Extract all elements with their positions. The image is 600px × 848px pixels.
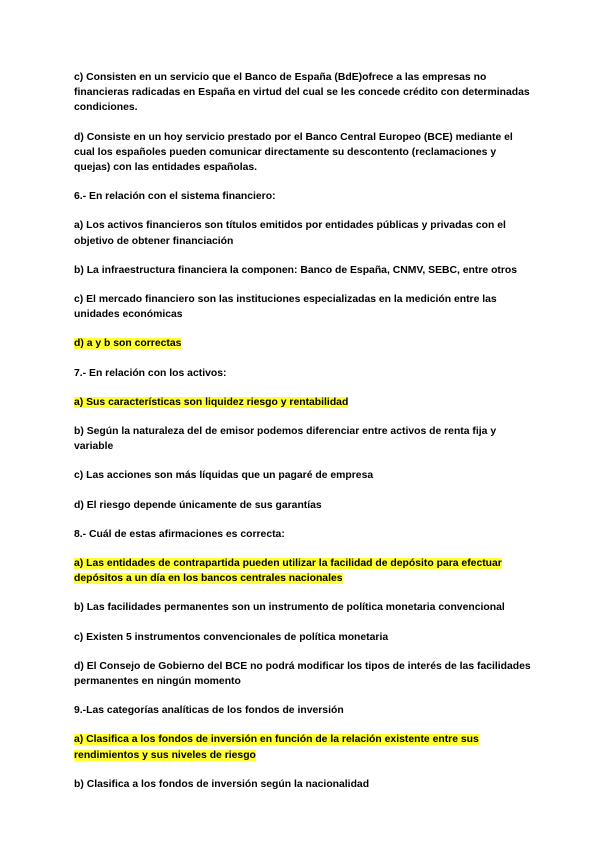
option-8d: d) El Consejo de Gobierno del BCE no podrá modificar los tipos de interés de las facilidades permanentes en ningún momento (74, 660, 531, 688)
option-8a-correct (74, 556, 534, 586)
answer-highlight: a) Sus características son liquidez riesgo y rentabilidad (74, 396, 349, 408)
option-7b: b) Según la naturaleza del de emisor podemos diferenciar entre activos de renta fija y variable (74, 426, 497, 453)
answer-highlight: a) Clasifica a los fondos de inversión en función de la relación existente entre sus rendimientos y sus niveles de riesgo (74, 734, 479, 761)
option-6d-correct (74, 336, 534, 351)
option-9a-correct (74, 732, 534, 762)
option-7a-correct (74, 395, 534, 410)
option-5c: c) Consisten en un servicio que el Banco de España (BdE)ofrece a las empresas no financieras radicadas en España en virtud del cual se les concede crédito con determinadas condiciones. (74, 72, 530, 114)
question-8-heading: 8.- Cuál de estas afirmaciones es correcta: (74, 528, 285, 540)
option-6a: a) Los activos financieros son títulos emitidos por entidades públicas y privadas con el objetivo de obtener financiación (74, 220, 506, 247)
option-6c: c) El mercado financiero son las instituciones especializadas en la medición entre las unidades económicas (74, 294, 497, 321)
option-7c: c) Las acciones son más líquidas que un pagaré de empresa (74, 470, 374, 482)
option-8b: b) Las facilidades permanentes son un instrumento de política monetaria convencional (74, 602, 505, 614)
question-7-heading: 7.- En relación con los activos: (74, 367, 227, 379)
question-6-heading: 6.- En relación con el sistema financiero: (74, 191, 276, 203)
option-6b: b) La infraestructura financiera la componen: Banco de España, CNMV, SEBC, entre otros (74, 264, 518, 276)
option-7d: d) El riesgo depende únicamente de sus garantías (74, 499, 322, 511)
option-5d: d) Consiste en un hoy servicio prestado por el Banco Central Europeo (BCE) mediante el cual los españoles pueden comunicar directamente su descontento (reclamaciones y quejas) con las entidades españolas. (74, 131, 513, 174)
option-8c: c) Existen 5 instrumentos convencionales de política monetaria (74, 631, 389, 643)
answer-highlight: a) Las entidades de contrapartida pueden utilizar la facilidad de depósito para efectuar depósitos a un día en los bancos centrales nacionales (74, 558, 502, 585)
option-9b: b) Clasifica a los fondos de inversión según la nacionalidad (74, 778, 370, 790)
answer-highlight: d) a y b son correctas (74, 338, 182, 350)
question-9-heading: 9.-Las categorías analíticas de los fondos de inversión (74, 705, 344, 717)
